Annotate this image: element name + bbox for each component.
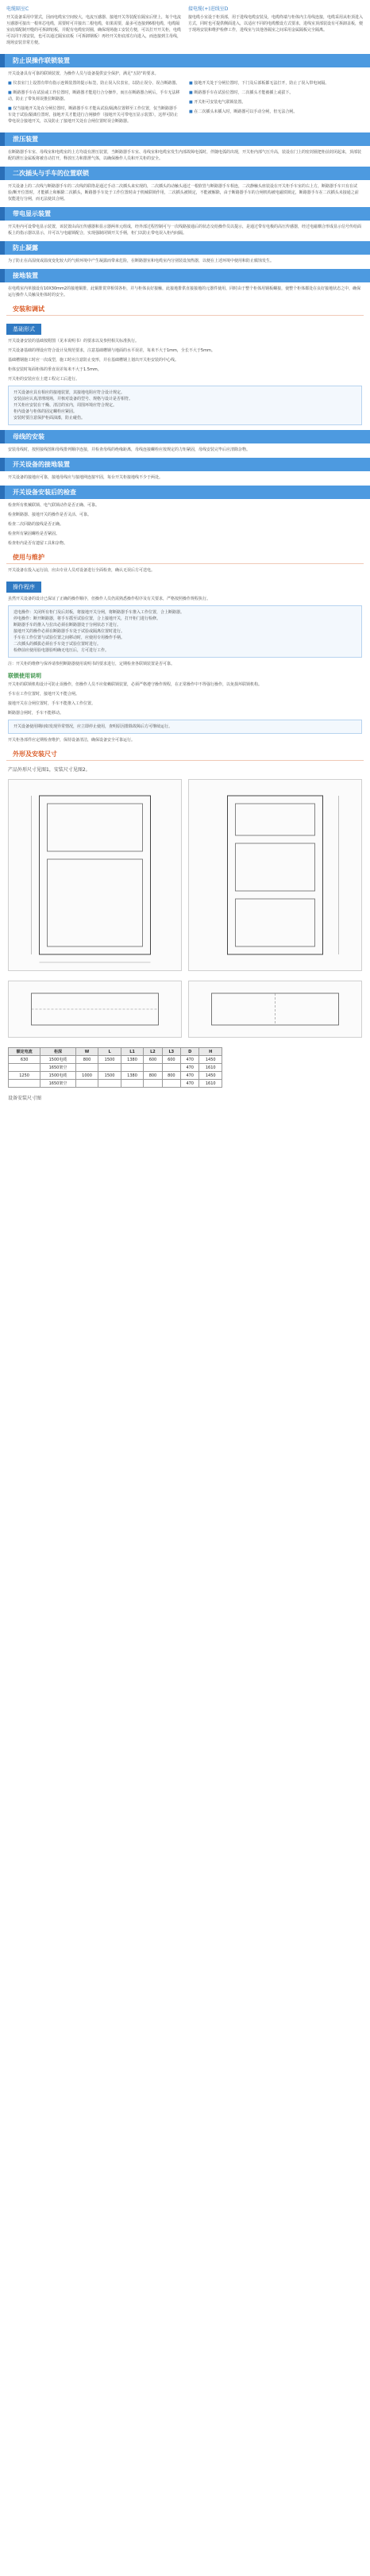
busbar-text: 安装母线时，按照接线图和母线排列顺序连接，并检查母线的绝缘距离，母线连接螺栓应按规定的力矩紧固，母线安装完毕后应清除杂物。	[8, 447, 251, 452]
foundation-plan-a-drawing	[9, 981, 181, 1037]
table-cell: 1650架空	[40, 1064, 76, 1072]
lock-item: 断路器合闸时，手车不能移动。	[8, 711, 64, 716]
table-cell: 1250	[9, 1072, 40, 1080]
operation-label: 操作程序	[6, 582, 41, 593]
foundation-row	[0, 976, 370, 1042]
table-cell: 800	[144, 1072, 162, 1080]
dimension-header: L	[98, 1048, 121, 1056]
dimension-header: 额定电流	[9, 1048, 40, 1056]
interlock-item: ■ 仪表室门上设置有带有指示连锁装置的提示标签，防止误入仪表室，以防止误分、误合断路器。	[8, 80, 181, 86]
intro-left-heading: 电缆隔室C	[6, 6, 29, 12]
install-heading: 安装和调试	[6, 301, 364, 316]
table-cell: 470	[181, 1064, 199, 1072]
table-cell	[162, 1080, 180, 1088]
interlock-right	[189, 80, 362, 128]
table-cell: 1610	[199, 1064, 222, 1072]
operation-step: 接地开关的操作必须在断路器手车处于试验或隔离位置时进行。	[13, 629, 125, 634]
check-item: 检查断路器、接地开关的操作是否灵活、可靠。	[8, 513, 92, 517]
dimension-header: L2	[144, 1048, 162, 1056]
basic-item: 开关设备安装的基础按附图（见本说明书）的要求以及参照相关标准执行。	[8, 339, 140, 344]
table-cell: 1000	[75, 1072, 98, 1080]
section-banner-condensation: 防止凝露	[0, 241, 370, 255]
check-item: 检查柜内是否有遗留工具和杂物。	[8, 541, 68, 546]
table-cell	[75, 1080, 98, 1088]
warning-box	[8, 720, 362, 734]
table-row	[9, 1056, 222, 1064]
table-cell: 1500	[98, 1072, 121, 1080]
table-cell	[121, 1064, 144, 1072]
table-cell: 1500电缆	[40, 1072, 76, 1080]
dimension-header: H	[199, 1048, 222, 1056]
install-note: 开关柜应安装在干燥、清洁的室内，周围环境应符合规定。	[13, 403, 118, 408]
section-banner-interlock: 防止误操作联锁装置	[0, 54, 370, 67]
operation-step: 检修前应使用验电器验明确无电压后，方可进行工作。	[13, 648, 110, 653]
table-cell: 1380	[121, 1072, 144, 1080]
indicator-text: 开关柜内可设带电显示装置，该装置由高压传感器和显示器两单元组成，经外部过程控制可与一次线路接通后的状态交给操作员以提示，是通过带有电极的高压传感器，经过电磁耦合形成显示信号传给面板上的指示器以显示，并可以与电磁锁配合，实现强制闭锁开关手柄，柜门以防止带电误入柜内间隔。	[8, 225, 362, 236]
section-banner-check: 开关设备安装后的检查	[0, 486, 370, 499]
table-cell: 1450	[199, 1072, 222, 1080]
check-item: 检查二次回路的接线是否正确。	[8, 522, 64, 527]
section-banner-busbar: 母线的安装	[0, 430, 370, 443]
table-cell	[144, 1064, 162, 1072]
table-cell: 800	[75, 1056, 98, 1064]
intro-columns	[0, 0, 370, 49]
section-banner-pressure: 泄压装置	[0, 132, 370, 146]
operation-step: 停电操作：断开断路器，将手车摇至试验位置，合上接地开关，打开柜门进行检修。	[13, 616, 161, 621]
interlock-item: ■ 开关柜可安装电气联锁装置。	[189, 99, 362, 106]
operation-steps-box	[8, 605, 362, 658]
operation-step: 送电操作：关闭所有柜门及后封板，将接地开关分闸，将断路器手车推入工作位置，合上断路器。	[13, 610, 185, 615]
table-row	[9, 1072, 222, 1080]
foundation-plan-b	[188, 981, 362, 1038]
table-cell	[98, 1080, 121, 1088]
dims-caption: 产品外形尺寸见图1，安装尺寸见图2。	[8, 767, 91, 773]
operation-step: 手车在工作位置与试验位置之间移动时，应使用专用操作手柄。	[13, 635, 125, 640]
interlock-columns	[0, 80, 370, 128]
table-cell	[144, 1080, 162, 1088]
install-notes-box	[8, 386, 362, 425]
table-cell: 470	[181, 1056, 199, 1064]
table-cell	[75, 1064, 98, 1072]
interlock-intro: 开关设备具有可靠的联锁装置，为操作人员与设备提供安全保护，满足"五防"的要求。	[8, 71, 159, 76]
dimension-header: L1	[121, 1048, 144, 1056]
operation-step: 断路器手车的推入与拉出必须在断路器处于分闸状态下进行。	[13, 623, 121, 628]
install-note: 安装时要注意保护柜面油漆，防止碰伤。	[13, 416, 86, 420]
check-item: 检查所有机械联锁、电气联锁动作是否正确、可靠。	[8, 503, 100, 508]
basic-item: 基础槽钢施工时应一次成型，施工时应注意防止变形，并在基础槽钢上划出开关柜安装的中心线。	[8, 358, 179, 363]
install-note: 安装前应认真清理现场，并核对设备的型号、规格与设计是否相符。	[13, 397, 133, 401]
use-end-text: 开关柜各部件应定期检查维护，保持设备清洁，确保设备安全可靠运行。	[8, 738, 136, 743]
table-cell	[121, 1080, 144, 1088]
lock-item: 接地开关在合闸位置时，手车不能推入工作位置。	[8, 701, 96, 706]
condensation-text: 为了防止在高湿度或温度变化较大的气候环境中产生凝露而带来危险，在断路器室和电缆室内分别装设加热器，以便在上述环境中使用和防止腐蚀发生。	[8, 259, 275, 263]
basic-item: 柜体安装时每面柜体的垂直误差每米不大于1.5mm。	[8, 367, 102, 372]
table-cell: 600	[144, 1056, 162, 1064]
dims-heading: 外形及安装尺寸	[6, 747, 364, 761]
interlock-item: ■ 断路器手车在试验或工作位置时，断路器才能进行合分操作，而且在断路器合闸后，手车无法移动，防止了带负荷误推拉断路器。	[8, 90, 181, 102]
interlock-item: ■ 断路器手车在试验位置时，二次插头才能被插上或拔下。	[189, 90, 362, 96]
figure-caption: 设备安装尺寸图	[8, 1096, 42, 1101]
use-intro: 开关设备在投入运行前，应由专业人员对设备进行全面检查，确认无误后方可送电。	[8, 568, 156, 573]
section-banner-secondary: 二次插头与手车的位置联锁	[0, 167, 370, 180]
interlock-item: ■ 在二次插头未插入时，断路器可以手动分闸，但无法合闸。	[189, 109, 362, 115]
secondary-text: 开关设备上的二次线与断路器手车的二次线的联络是通过手动二次插头来实现的，二次插头的动触头通过一根软管与断路器手车相连，二次静触头座装设在开关柜手车室的右上方，断路器手车只有在试验/断开位置时，才能插上和解除二次插头，断路器手车处于工作位置时由于机械联锁作用，二次插头被锁定，不能被解除，由于断路器手车的合闸机构被电磁铁锁定，断路器手车在二次插头未接通之前仅能进行分闸，而无法使其合闸。	[8, 184, 359, 202]
interlock-item: ■ 仅当接地开关处在分闸位置时，断路器手车才能从试验/隔离位置移至工作位置，仅当断路器手车处于试验/隔离位置时，接地开关才能进行合闸操作（接地开关可带电压显示装置），这样可防止带电误合接地开关，以及防止了接地开关处在合闸位置时误合断路器。	[8, 106, 181, 125]
cabinet-front-drawing	[9, 780, 181, 970]
interlock-left	[8, 80, 181, 128]
table-cell: 600	[162, 1056, 180, 1064]
install-note: 柜内设备与柜体的固定螺栓应紧固。	[13, 409, 78, 414]
table-cell: 1650架空	[40, 1080, 76, 1088]
use-heading: 使用与维护	[6, 550, 364, 564]
side-view-diagram	[188, 779, 362, 971]
pressure-text: 在断路器手车室、母线室和电缆室的上方均设有泄压装置，当断路器手车室、母线室和电缆室发生内部故障电弧时，伴随电弧的出现，开关柜内部气压升高，装设在门上的密封圈把柜前封闭起来，顶部装配的泄压金属板将被自动打开，释放压力和排泄气体，以确保操作人员和开关柜的安全。	[8, 150, 362, 161]
basic-form-label: 基础形式	[6, 324, 41, 335]
dimension-header: L3	[162, 1048, 180, 1056]
table-cell: 470	[181, 1072, 199, 1080]
intro-right	[188, 5, 364, 46]
warning-text: 开关设备使用期间如发现异常情况，应立即停止使用，查明原因排除故障后方可继续运行。	[13, 724, 173, 729]
dimension-header: W	[75, 1048, 98, 1056]
dimension-header: 柜深	[40, 1048, 76, 1056]
interlock-item: ■ 接地开关处于分闸位置时，下门及后部板都无法打开，防止了误入带电间隔。	[189, 80, 362, 86]
intro-left	[6, 5, 182, 46]
dimension-header: D	[181, 1048, 199, 1056]
table-cell: 1500电缆	[40, 1056, 76, 1064]
basic-item: 开关柜的安装应在土建工程完工后进行。	[8, 377, 80, 382]
table-cell	[9, 1080, 40, 1088]
dimension-header-row	[9, 1048, 222, 1056]
intro-right-text: 接电缆小室设于柜顶部，用于进线电缆安装及，电缆终端与柜体内主母线连接，电缆采用从柜顶进入方式，同时也可提供侧面进入，以适应不同的电缆敷设方式要求，进线室顶部装设有可拆卸盖板，便于现场安装和维护检修工作，进线室与其他各隔室之间采用金属隔板完全隔离。	[188, 15, 364, 33]
section-banner-indicator: 带电显示装置	[0, 207, 370, 221]
lock-usage-text: 开关柜的联锁机构设计可防止误操作，但操作人员不应依赖联锁装置，必须严格遵守操作规程，在正常操作中不得强行操作，以免损坏联锁机构。	[8, 682, 263, 687]
operation-step: 二次插头的插拔必须在手车处于试验位置时进行。	[13, 642, 102, 647]
lock-usage-label: 联锁使用说明	[8, 673, 41, 679]
lock-item: 手车在工作位置时，接地开关不能合闸。	[8, 692, 80, 697]
table-row	[9, 1080, 222, 1088]
table-cell	[162, 1064, 180, 1072]
table-cell: 800	[162, 1072, 180, 1080]
dimension-table	[8, 1047, 222, 1088]
operation-text: 虽然开关设备的设计已保证了正确的操作顺序，但操作人员仍需熟悉操作程序及有关要求，严格按照操作规程执行。	[8, 597, 211, 601]
section-banner-equip-ground: 开关设备的接地装置	[0, 458, 370, 471]
check-item: 检查所有紧固螺栓是否紧固。	[8, 532, 60, 536]
intro-right-heading: 接电缆(+)进线室D	[188, 6, 229, 12]
install-note: 开关设备应具有相应的接地装置，其接地电阻应符合设计规定。	[13, 390, 125, 395]
table-cell	[98, 1064, 121, 1072]
diagram-row	[0, 774, 370, 976]
table-cell: 1610	[199, 1080, 222, 1088]
table-cell	[9, 1064, 40, 1072]
section-banner-grounding: 接地装置	[0, 269, 370, 282]
foundation-plan-a	[8, 981, 182, 1038]
table-cell: 1500	[98, 1056, 121, 1064]
table-cell: 1450	[199, 1056, 222, 1064]
foundation-plan-b-drawing	[189, 981, 361, 1037]
front-view-diagram	[8, 779, 182, 971]
basic-item: 开关设备基础的埋设应符合设计及规范要求，注意基础槽钢与地面的水平误差，每米不大于1mm，全长不大于5mm。	[8, 348, 215, 353]
table-cell: 1380	[121, 1056, 144, 1064]
maintenance-note: 注：开关柜的维修与保养请参照断路器使用说明书的要求进行，定期检查各联锁装置是否可靠。	[8, 662, 175, 666]
table-row	[9, 1064, 222, 1072]
intro-left-text: 开关设备采用中置式，因而电缆室空间较大，电流互感器、接地开关等装配在隔室后壁上，每个电流互感器可接出一根单芯电缆，需要时可并接出二根电缆，如果需要，最多可连接到6根电缆，电缆隔室底部配制开缝的可拆卸铝板，并配有电缆密封圈，确保现场施工安装方便，可以打开开关柜，电缆可以同下部安装，也可以通过隔室底板（可拆卸钢板）再经开关柜底部方向进入，而连接到主母线，现场安装非常方便。	[6, 15, 182, 45]
equip-ground-text: 开关设备的接地应可靠，接地母线应与接地网连接牢固，每台开关柜接地线不少于两处。	[8, 475, 164, 480]
cabinet-side-drawing	[189, 780, 361, 970]
table-cell: 630	[9, 1056, 40, 1064]
grounding-text: 在电缆室内单独设有10X30mm2的接地铜排，此铜排贯穿相邻各柜，并与柜体良好接触，此接地排供直接接地的元器件使用，同时由于整个柜体用钢板螺接，使整个柜体都处在良好接地状态之中，确保运行操作人员触及柜体时的安全。	[8, 286, 361, 298]
table-cell: 470	[181, 1080, 199, 1088]
